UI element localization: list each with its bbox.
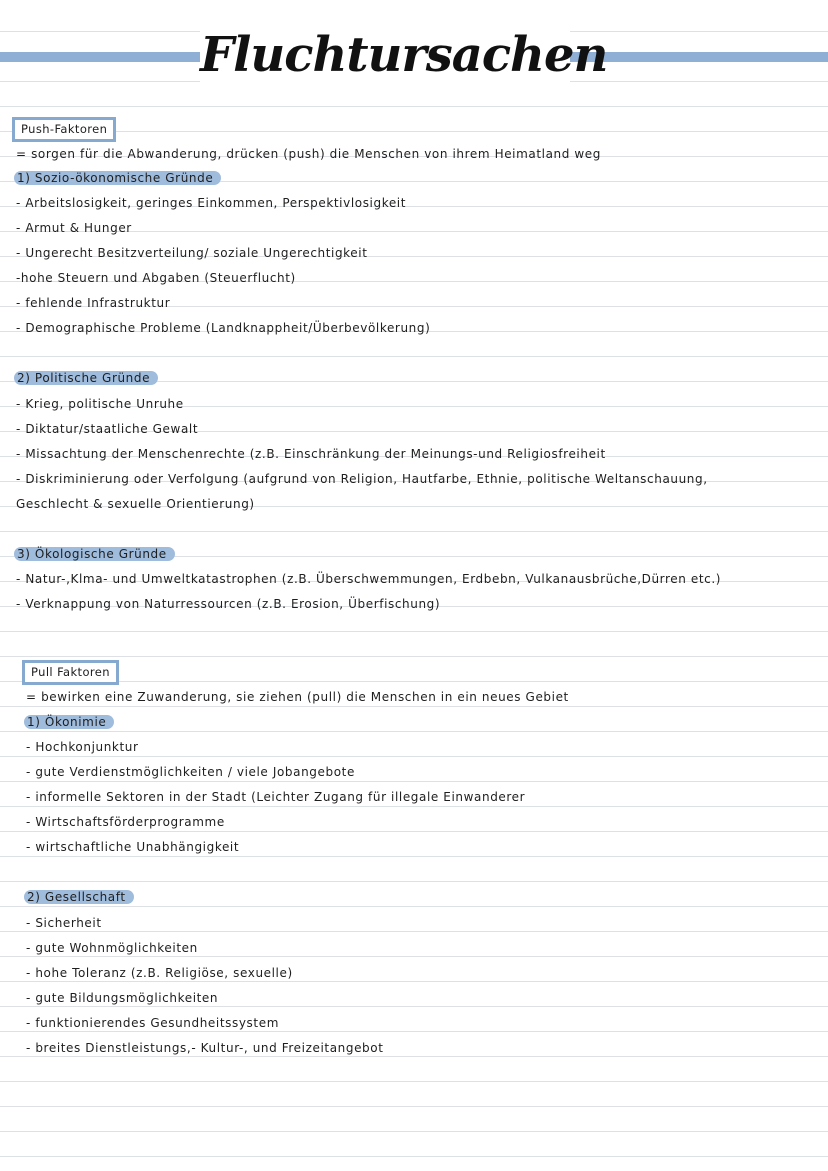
list-item: - gute Bildungsmöglichkeiten [26, 991, 219, 1005]
push-definition: = sorgen für die Abwanderung, drücken (push) die Menschen von ihrem Heimatland weg [16, 147, 601, 161]
list-item: - gute Verdienstmöglichkeiten / viele Jobangebote [26, 765, 355, 779]
list-item: - Verknappung von Naturressourcen (z.B. Erosion, Überfischung) [16, 597, 441, 611]
push-section-heading: 1) Sozio-ökonomische Gründe [14, 168, 221, 188]
push-section-heading: 2) Politische Gründe [14, 368, 158, 388]
list-item: - Diskriminierung oder Verfolgung (aufgrund von Religion, Hautfarbe, Ethnie, politische Weltanschauung, [16, 472, 708, 486]
list-item: - Ungerecht Besitzverteilung/ soziale Ungerechtigkeit [16, 246, 368, 260]
list-item: - Armut & Hunger [16, 221, 132, 235]
list-item: - breites Dienstleistungs,- Kultur-, und Freizeitangebot [26, 1041, 384, 1055]
list-item: - funktionierendes Gesundheitssystem [26, 1016, 279, 1030]
pull-factors-heading: Pull Faktoren [22, 660, 119, 685]
list-item: - Arbeitslosigkeit, geringes Einkommen, Perspektivlosigkeit [16, 196, 407, 210]
pull-definition: = bewirken eine Zuwanderung, sie ziehen (pull) die Menschen in ein neues Gebiet [26, 690, 569, 704]
list-item: - informelle Sektoren in der Stadt (Leichter Zugang für illegale Einwanderer [26, 790, 526, 804]
list-item: - Wirtschaftsförderprogramme [26, 815, 225, 829]
page-title: Fluchtursachen [200, 20, 570, 90]
list-item: - Sicherheit [26, 916, 102, 930]
list-item: - Missachtung der Menschenrechte (z.B. Einschränkung der Meinungs-und Religiosfreiheit [16, 447, 606, 461]
push-section-heading: 3) Ökologische Gründe [14, 544, 175, 564]
list-item: Geschlecht & sexuelle Orientierung) [16, 497, 255, 511]
list-item: - Krieg, politische Unruhe [16, 397, 184, 411]
list-item: - fehlende Infrastruktur [16, 296, 171, 310]
list-item: - Diktatur/staatliche Gewalt [16, 422, 199, 436]
list-item: - Demographische Probleme (Landknappheit/Überbevölkerung) [16, 321, 431, 335]
list-item: - hohe Toleranz (z.B. Religiöse, sexuelle) [26, 966, 293, 980]
list-item: - Natur-,Klma- und Umweltkatastrophen (z.B. Überschwemmungen, Erdbebn, Vulkanausbrüche,Dürren etc.) [16, 572, 722, 586]
list-item: - gute Wohnmöglichkeiten [26, 941, 198, 955]
list-item: -hohe Steuern und Abgaben (Steuerflucht) [16, 271, 296, 285]
list-item: - wirtschaftliche Unabhängigkeit [26, 840, 240, 854]
pull-section-heading: 1) Ökonimie [24, 712, 114, 732]
push-factors-heading: Push-Faktoren [12, 117, 116, 142]
list-item: - Hochkonjunktur [26, 740, 139, 754]
pull-section-heading: 2) Gesellschaft [24, 887, 134, 907]
